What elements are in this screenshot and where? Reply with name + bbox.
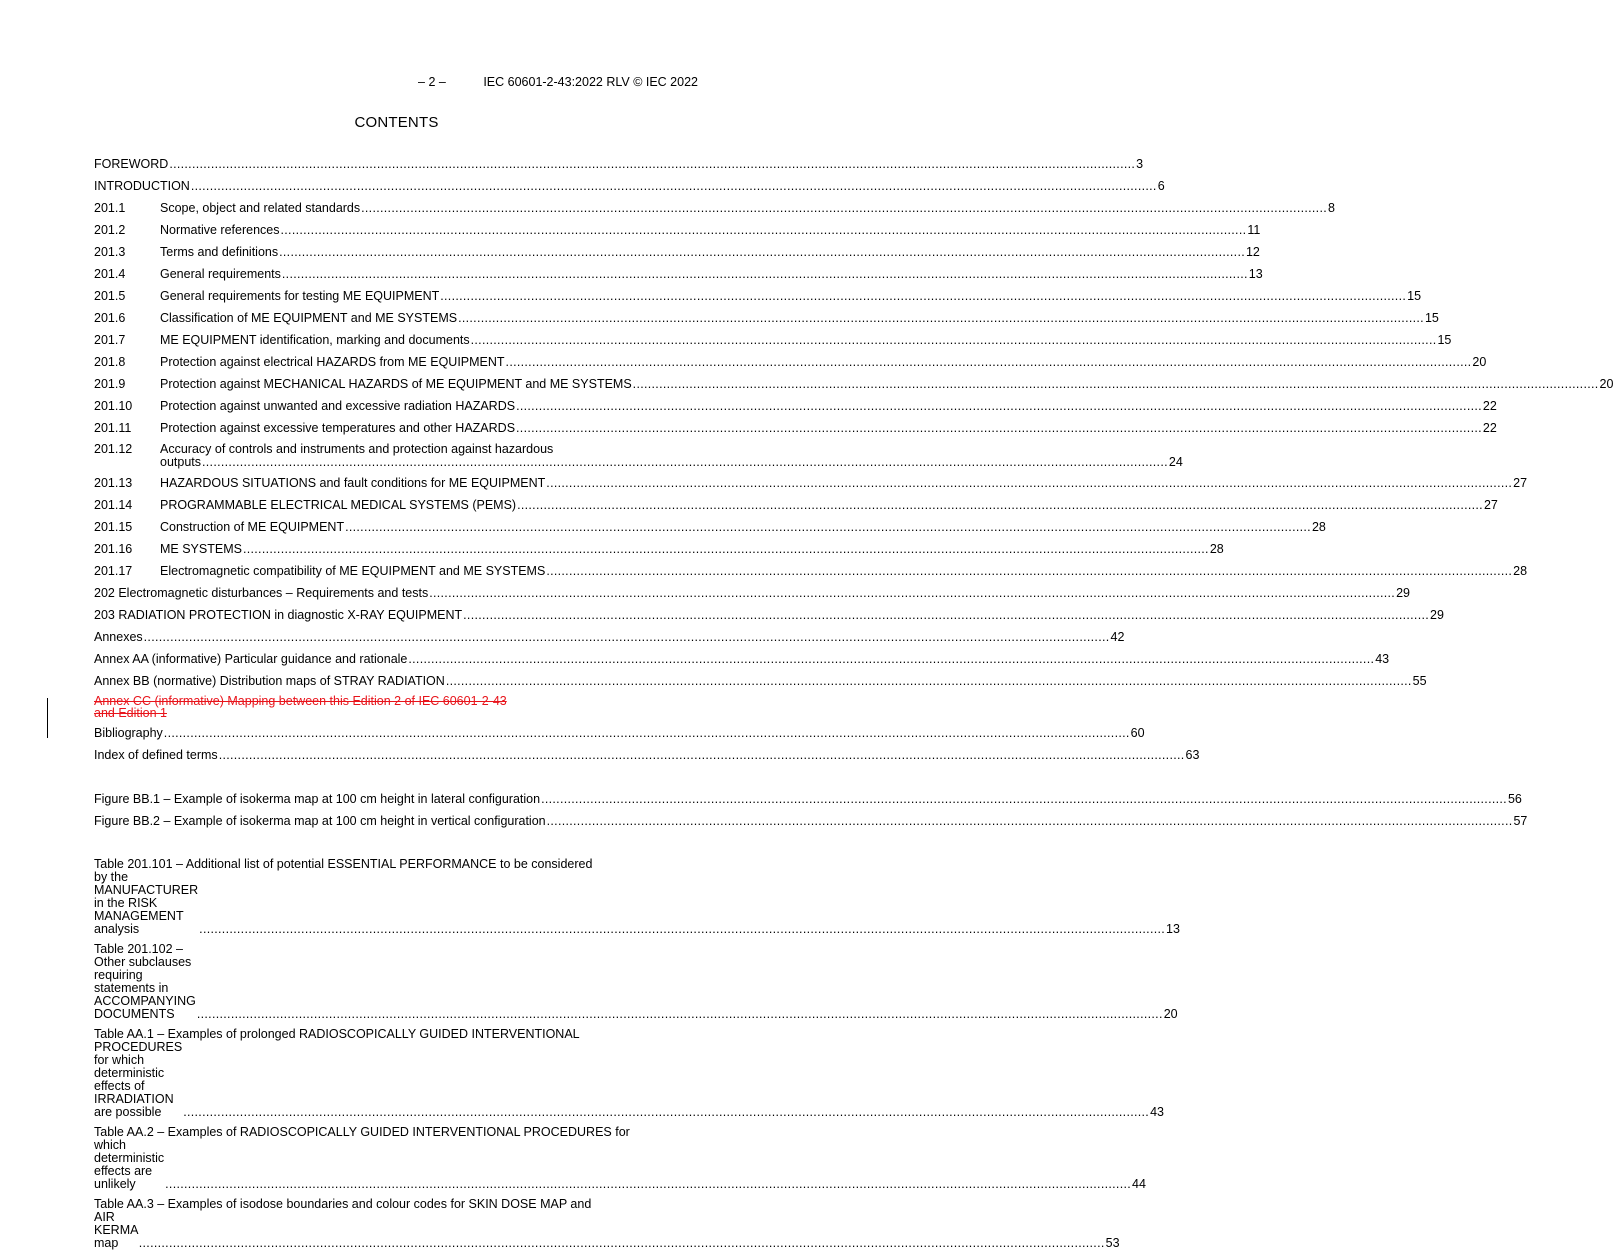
toc-title-line2 [94, 1139, 1146, 1191]
running-header [0, 75, 698, 89]
toc-entry[interactable] [94, 377, 1613, 392]
toc-number: 201.4 [94, 267, 126, 281]
deleted-toc-entry [94, 695, 698, 719]
dot-leader [633, 377, 1599, 392]
toc-page: 42 [1110, 630, 1125, 644]
toc-title: Annex BB (normative) Distribution maps of STRAY RADIATION [94, 674, 445, 688]
toc-entry[interactable] [94, 179, 1165, 194]
table-of-contents [94, 157, 1613, 1250]
toc-entry[interactable] [94, 355, 1487, 370]
toc-title-block [94, 1126, 1146, 1191]
toc-number: 201.6 [94, 311, 126, 325]
toc-entry[interactable] [94, 1027, 1164, 1119]
deleted-line2-text: and Edition 1 [94, 706, 167, 720]
toc-page: 57 [1513, 814, 1528, 828]
toc-number: 201.5 [94, 289, 126, 303]
toc-entry[interactable] [94, 223, 1261, 238]
toc-title: FOREWORD [94, 157, 169, 171]
dot-leader [440, 289, 1406, 304]
toc-title: Normative references [160, 223, 280, 237]
toc-title: Annex AA (informative) Particular guidance and rationale [94, 652, 408, 666]
toc-title: Index of defined terms [94, 748, 218, 762]
toc-title: INTRODUCTION [94, 179, 190, 193]
dot-leader [197, 1008, 1163, 1021]
toc-number: 201.14 [94, 498, 133, 512]
toc-page: 12 [1245, 245, 1260, 259]
toc-title-line2-text: which deterministic effects are unlikely [94, 1138, 165, 1191]
page-number: – 2 – [418, 75, 446, 89]
toc-title-line1: Table AA.1 – Examples of prolonged RADIOSCOPICALLY GUIDED INTERVENTIONAL [94, 1027, 580, 1041]
toc-title: Classification of ME EQUIPMENT and ME SYSTEMS [160, 311, 458, 325]
toc-title: PROGRAMMABLE ELECTRICAL MEDICAL SYSTEMS (PEMS) [160, 498, 517, 512]
toc-title: Bibliography [94, 726, 163, 740]
toc-entry[interactable] [94, 520, 1326, 535]
toc-entry[interactable] [94, 674, 1427, 689]
toc-title: Protection against electrical HAZARDS from ME EQUIPMENT [160, 355, 505, 369]
toc-page: 20 [1599, 377, 1613, 391]
change-bar [47, 698, 48, 738]
toc-number: 201.16 [94, 542, 133, 556]
toc-page: 27 [1513, 476, 1528, 490]
toc-page: 60 [1130, 726, 1145, 740]
toc-entry[interactable] [94, 157, 1144, 172]
dot-leader [408, 652, 1374, 667]
toc-title: Electromagnetic compatibility of ME EQUIPMENT and ME SYSTEMS [160, 564, 546, 578]
dot-leader [546, 476, 1512, 491]
dot-leader [541, 792, 1507, 807]
toc-entry[interactable] [94, 564, 1528, 579]
toc-number: 201.3 [94, 245, 126, 259]
toc-title: Protection against excessive temperatures and other HAZARDS [160, 421, 516, 435]
toc-entry[interactable] [94, 333, 1452, 348]
toc-number: 201.1 [94, 201, 126, 215]
dot-leader [139, 1237, 1105, 1250]
dot-leader [463, 608, 1429, 623]
toc-title: Scope, object and related standards [160, 201, 361, 215]
toc-number: 201.17 [94, 564, 133, 578]
toc-title: Construction of ME EQUIPMENT [160, 520, 345, 534]
dot-leader [202, 456, 1168, 469]
toc-entry[interactable] [94, 498, 1498, 513]
document-id: IEC 60601-2-43:2022 RLV © IEC 2022 [483, 75, 698, 89]
dot-leader [169, 157, 1135, 172]
toc-entry[interactable] [94, 442, 1183, 469]
toc-entry[interactable] [94, 586, 1410, 601]
toc-entry[interactable] [94, 542, 1224, 557]
dot-leader [458, 311, 1424, 326]
toc-entry[interactable] [94, 748, 1200, 763]
toc-title-block [160, 443, 1183, 469]
dot-leader [183, 1106, 1149, 1119]
toc-title-line1 [94, 943, 1178, 1021]
dot-leader [281, 223, 1247, 238]
toc-number: 201.9 [94, 377, 126, 391]
toc-number: 201.8 [94, 355, 126, 369]
toc-title: 203 RADIATION PROTECTION in diagnostic X-RAY EQUIPMENT [94, 608, 463, 622]
toc-entry[interactable] [94, 1125, 1146, 1191]
toc-title-line1: Table AA.3 – Examples of isodose boundaries and colour codes for SKIN DOSE MAP and [94, 1197, 592, 1211]
toc-page: 63 [1185, 748, 1200, 762]
toc-page: 20 [1472, 355, 1487, 369]
toc-title: Figure BB.1 – Example of isokerma map at 100 cm height in lateral configuration [94, 792, 541, 806]
toc-title: Figure BB.2 – Example of isokerma map at 100 cm height in vertical configuration [94, 814, 546, 828]
toc-page: 53 [1105, 1236, 1120, 1250]
toc-title: HAZARDOUS SITUATIONS and fault conditions for ME EQUIPMENT [160, 476, 546, 490]
toc-title: General requirements [160, 267, 281, 281]
toc-page: 28 [1311, 520, 1326, 534]
toc-page: 43 [1375, 652, 1390, 666]
toc-entry[interactable] [94, 289, 1422, 304]
toc-number: 201.12 [94, 442, 133, 456]
toc-number: 201.2 [94, 223, 126, 237]
toc-entry[interactable] [94, 311, 1439, 326]
toc-title-text: Table 201.102 – Other subclauses requiring statements in ACCOMPANYING DOCUMENTS [94, 942, 196, 1021]
dot-leader [164, 726, 1130, 741]
toc-page: 6 [1157, 179, 1165, 193]
toc-entry[interactable] [94, 608, 1444, 623]
dot-leader [144, 630, 1110, 645]
toc-page: 13 [1166, 922, 1180, 936]
dot-leader [547, 814, 1513, 829]
toc-entry[interactable] [94, 652, 1390, 667]
dot-leader [546, 564, 1512, 579]
toc-entry[interactable] [94, 201, 1335, 216]
toc-title-line1: Table AA.2 – Examples of RADIOSCOPICALLY GUIDED INTERVENTIONAL PROCEDURES for [94, 1125, 630, 1139]
dot-leader [199, 923, 1165, 936]
toc-title-block [94, 943, 1178, 1021]
toc-title: 202 Electromagnetic disturbances – Requirements and tests [94, 586, 429, 600]
toc-page: 22 [1482, 421, 1497, 435]
dot-leader [517, 498, 1483, 513]
toc-title: ME EQUIPMENT identification, marking and documents [160, 333, 470, 347]
toc-title-line2-text: PROCEDURES for which deterministic effects of IRRADIATION are possible [94, 1040, 183, 1119]
toc-page: 20 [1163, 1007, 1178, 1021]
dot-leader [429, 586, 1395, 601]
dot-leader [243, 542, 1209, 557]
dot-leader [446, 674, 1412, 689]
dot-leader [345, 520, 1311, 535]
toc-entry[interactable] [94, 1197, 1120, 1250]
toc-entry[interactable] [94, 476, 1528, 491]
dot-leader [471, 333, 1437, 348]
toc-entry[interactable] [94, 245, 1260, 260]
toc-page: 44 [1132, 1177, 1146, 1191]
toc-page: 29 [1430, 608, 1444, 622]
toc-title: General requirements for testing ME EQUIPMENT [160, 289, 440, 303]
toc-page: 15 [1424, 311, 1439, 325]
toc-entry[interactable] [94, 814, 1528, 829]
toc-page: 24 [1168, 455, 1183, 469]
toc-entry[interactable] [94, 942, 1178, 1021]
toc-number: 201.13 [94, 476, 133, 490]
deleted-line2 [94, 707, 698, 719]
toc-title-block [94, 858, 1180, 936]
toc-title-line2 [94, 1041, 1164, 1119]
dot-leader [165, 1178, 1131, 1191]
toc-title: Protection against MECHANICAL HAZARDS of ME EQUIPMENT and ME SYSTEMS [160, 377, 632, 391]
toc-title: Protection against unwanted and excessive radiation HAZARDS [160, 399, 516, 413]
dot-leader [516, 421, 1482, 436]
dot-leader [516, 399, 1482, 414]
dot-leader [279, 245, 1245, 260]
toc-page: 28 [1513, 564, 1528, 578]
toc-title-line2-text: AIR KERMA map [94, 1210, 138, 1250]
toc-entry[interactable] [94, 726, 1145, 741]
toc-entry[interactable] [94, 630, 1125, 645]
page-title: CONTENTS [354, 114, 439, 131]
toc-number: 201.10 [94, 399, 133, 413]
toc-page: 29 [1396, 586, 1410, 600]
toc-title-line1: Table 201.101 – Additional list of potential ESSENTIAL PERFORMANCE to be considered [94, 857, 593, 871]
toc-title-block [94, 1198, 1120, 1250]
toc-page: 56 [1507, 792, 1522, 806]
dot-leader [282, 267, 1248, 282]
dot-leader [219, 748, 1185, 763]
dot-leader [191, 179, 1157, 194]
toc-title: Terms and definitions [160, 245, 279, 259]
toc-page: 15 [1437, 333, 1452, 347]
toc-number: 201.15 [94, 520, 133, 534]
toc-title-line1: Accuracy of controls and instruments and protection against hazardous [160, 442, 554, 456]
toc-page: 11 [1247, 223, 1261, 237]
toc-number: 201.7 [94, 333, 126, 347]
toc-page: 8 [1328, 201, 1335, 215]
toc-entry[interactable] [94, 399, 1497, 414]
dot-leader [361, 201, 1327, 216]
toc-page: 27 [1483, 498, 1498, 512]
toc-page: 15 [1407, 289, 1422, 303]
toc-title: ME SYSTEMS [160, 542, 242, 556]
toc-title-line2 [94, 871, 1180, 936]
toc-page: 13 [1248, 267, 1263, 281]
toc-page: 3 [1136, 157, 1144, 171]
toc-entry[interactable] [94, 857, 1180, 936]
toc-entry[interactable] [94, 267, 1263, 282]
toc-title-block [94, 1028, 1164, 1119]
toc-title-line2-text: outputs [160, 455, 202, 469]
toc-title-line2 [160, 456, 1183, 469]
toc-page: 28 [1209, 542, 1224, 556]
deleted-line1: Annex CC (informative) Mapping between this Edition 2 of IEC 60601-2-43 [94, 694, 507, 708]
dot-leader [167, 707, 698, 719]
toc-title-line2-text: by the MANUFACTURER in the RISK MANAGEMENT analysis [94, 870, 199, 936]
toc-title: Annexes [94, 630, 143, 644]
toc-entry[interactable] [94, 421, 1497, 436]
toc-entry[interactable] [94, 792, 1522, 807]
toc-page: 22 [1482, 399, 1497, 413]
toc-title-line2 [94, 1211, 1120, 1250]
dot-leader [506, 355, 1472, 370]
toc-page: 43 [1150, 1105, 1164, 1119]
toc-page: 55 [1412, 674, 1427, 688]
toc-number: 201.11 [94, 421, 132, 435]
